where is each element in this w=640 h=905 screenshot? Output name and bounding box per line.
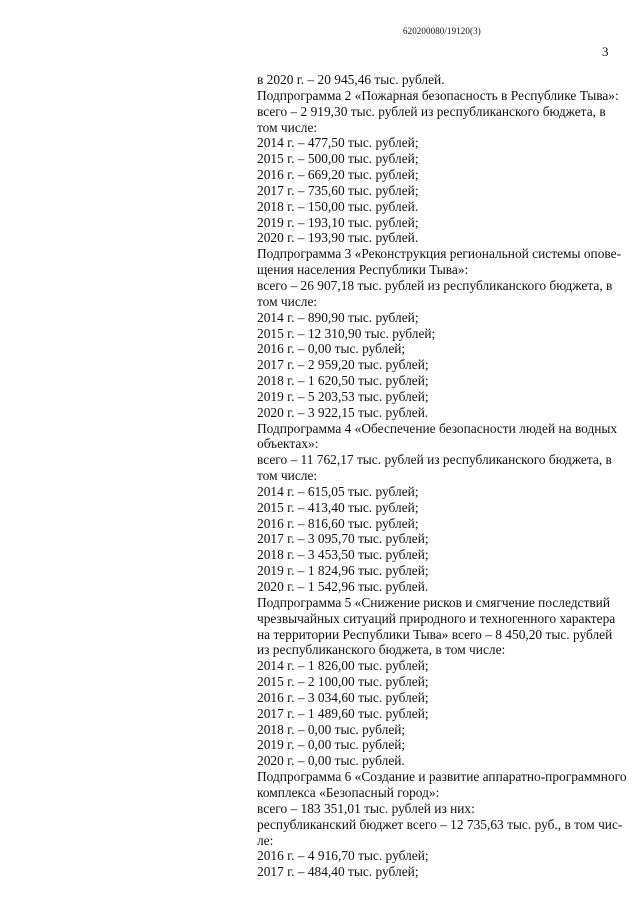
text-line: 2020 г. – 1 542,96 тыс. рублей. — [257, 579, 429, 594]
document-code: 620200080/19120(3) — [403, 26, 481, 36]
text-line: в 2020 г. – 20 945,46 тыс. рублей. — [257, 72, 445, 87]
text-line: всего – 11 762,17 тыс. рублей из республиканского бюджета, в — [257, 452, 612, 468]
text-line: всего – 183 351,01 тыс. рублей из них: — [257, 800, 475, 816]
text-line: 2014 г. – 1 826,00 тыс. рублей; — [257, 658, 429, 674]
text-line: всего – 2 919,30 тыс. рублей из республиканского бюджета, в — [257, 103, 606, 119]
text-line: 2017 г. – 1 489,60 тыс. рублей; — [257, 705, 429, 721]
text-line: 2020 г. – 3 922,15 тыс. рублей. — [257, 404, 429, 420]
text-line: объектах»: — [257, 436, 319, 452]
text-line: Подпрограмма 3 «Реконструкция региональной системы опове- — [257, 246, 622, 262]
text-line: 2014 г. – 477,50 тыс. рублей; — [257, 135, 419, 151]
text-line: из республиканского бюджета, в том числе: — [257, 642, 506, 658]
text-line: 2017 г. – 3 095,70 тыс. рублей; — [257, 531, 429, 547]
text-line: 2014 г. – 890,90 тыс. рублей; — [257, 309, 419, 325]
text-line: 2015 г. – 12 310,90 тыс. рублей; — [257, 325, 436, 341]
document-body — [257, 72, 627, 880]
text-line: на территории Республики Тыва» всего – 8 450,20 тыс. рублей — [257, 626, 613, 642]
text-line: 2017 г. – 484,40 тыс. рублей; — [257, 864, 419, 880]
text-line: чрезвычайных ситуаций природного и техногенного характера — [257, 610, 616, 626]
text-line: 2015 г. – 413,40 тыс. рублей; — [257, 499, 419, 515]
text-line: Подпрограмма 2 «Пожарная безопасность в Республике Тыва»: — [257, 87, 619, 103]
text-line: 2015 г. – 2 100,00 тыс. рублей; — [257, 674, 429, 690]
text-line: 2016 г. – 0,00 тыс. рублей; — [257, 341, 406, 357]
text-line: ле: — [257, 832, 274, 848]
text-line: республиканский бюджет всего – 12 735,63 тыс. руб., в том чис- — [257, 816, 623, 832]
text-line: комплекса «Безопасный город»: — [257, 784, 440, 800]
text-line: 2020 г. – 0,00 тыс. рублей. — [257, 753, 405, 769]
text-line: том числе: — [257, 119, 318, 135]
text-line: 2016 г. – 4 916,70 тыс. рублей; — [257, 848, 429, 864]
text-line: 2018 г. – 150,00 тыс. рублей. — [257, 198, 419, 214]
text-line: Подпрограмма 4 «Обеспечение безопасности людей на водных — [257, 420, 618, 436]
text-line: 2020 г. – 193,90 тыс. рублей. — [257, 230, 419, 246]
text-line: Подпрограмма 5 «Снижение рисков и смягчение последствий — [257, 594, 611, 610]
text-line: 2016 г. – 3 034,60 тыс. рублей; — [257, 689, 429, 705]
text-line: 2017 г. – 2 959,20 тыс. рублей; — [257, 357, 429, 373]
text-line: 2019 г. – 5 203,53 тыс. рублей; — [257, 388, 429, 404]
text-line: всего – 26 907,18 тыс. рублей из республиканского бюджета, в — [257, 277, 613, 293]
text-line: 2018 г. – 1 620,50 тыс. рублей; — [257, 373, 429, 389]
text-line: 2019 г. – 0,00 тыс. рублей; — [257, 737, 406, 753]
text-line: 2018 г. – 0,00 тыс. рублей; — [257, 721, 406, 737]
text-line: 2016 г. – 669,20 тыс. рублей; — [257, 167, 419, 183]
text-line: 2018 г. – 3 453,50 тыс. рублей; — [257, 547, 429, 563]
text-line: щения населения Республики Тыва»: — [257, 262, 469, 278]
text-line: 2015 г. – 500,00 тыс. рублей; — [257, 151, 419, 167]
text-line: том числе: — [257, 293, 318, 309]
text-line: 2019 г. – 1 824,96 тыс. рублей; — [257, 563, 429, 579]
text-line: 2014 г. – 615,05 тыс. рублей; — [257, 483, 419, 499]
text-line: 2017 г. – 735,60 тыс. рублей; — [257, 182, 419, 198]
text-line: Подпрограмма 6 «Создание и развитие аппаратно-программного — [257, 769, 627, 785]
text-line: 2016 г. – 816,60 тыс. рублей; — [257, 515, 419, 531]
text-line: том числе: — [257, 468, 318, 484]
page-number: 3 — [602, 44, 609, 59]
text-line: 2019 г. – 193,10 тыс. рублей; — [257, 214, 419, 230]
